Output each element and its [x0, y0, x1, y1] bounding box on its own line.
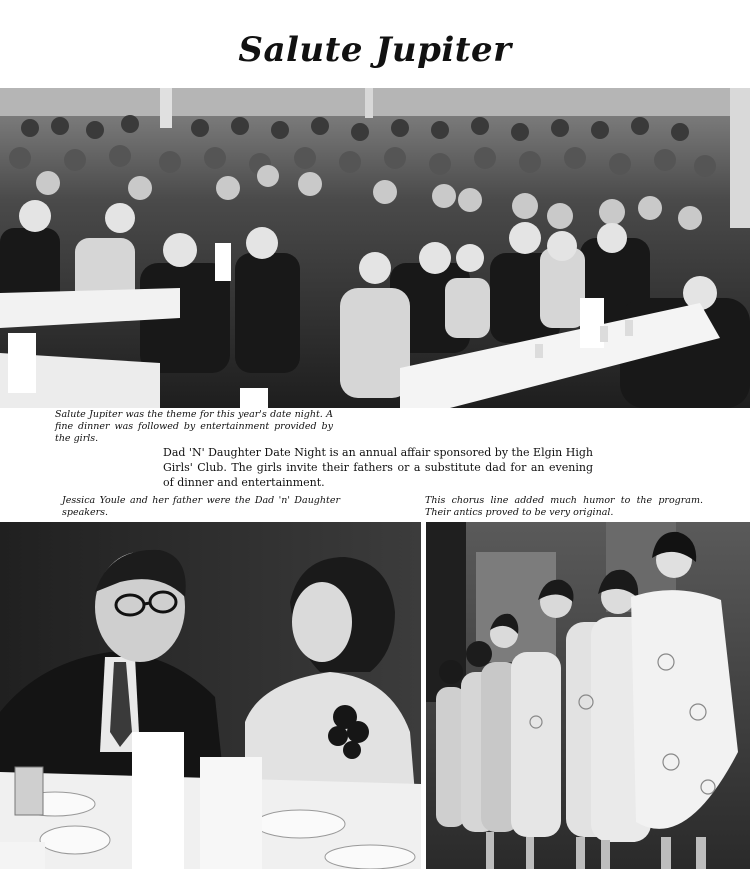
father-daughter-photo [0, 522, 421, 869]
chorus-photo [426, 522, 750, 869]
body-paragraph: Dad 'N' Daughter Date Night is an annual affair sponsored by the Elgin High Girls' Club. The girls invite their fathers or a substitute dad for an evening of dinner and entertainment. [163, 446, 593, 489]
page-title: Salute Jupiter [238, 30, 512, 70]
chorus-caption: This chorus line added much humor to the program. Their antics proved to be very original. [425, 495, 703, 518]
banquet-photo [0, 88, 750, 408]
banquet-caption: Salute Jupiter was the theme for this year's date night. A fine dinner was followed by entertainment provided by the girls. [55, 409, 333, 444]
speakers-caption: Jessica Youle and her father were the Dad 'n' Daughter speakers. [62, 495, 340, 518]
